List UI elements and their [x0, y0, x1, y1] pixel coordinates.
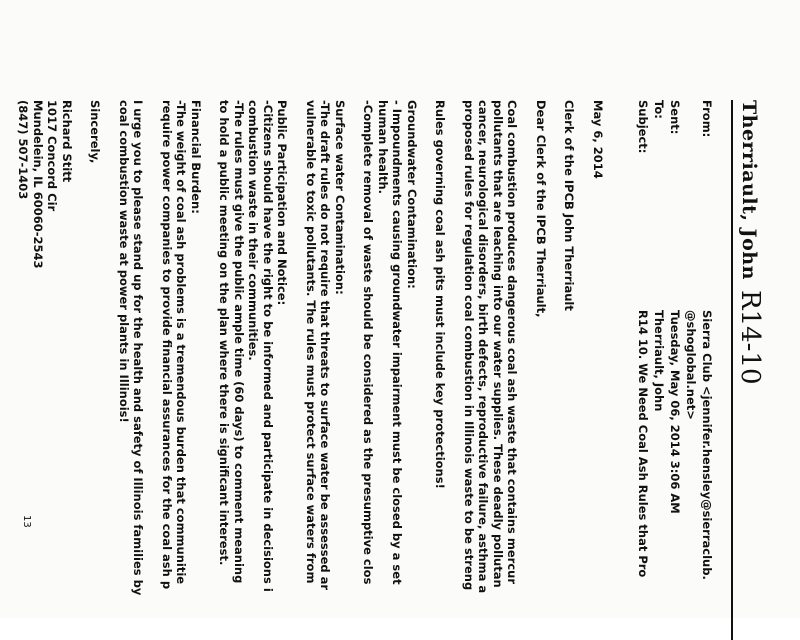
paragraph-urge — [117, 100, 146, 640]
signature-name: Richard Stitt — [60, 100, 74, 183]
text-line: -The rules must give the public ample time (60 days) to comment meaning — [232, 100, 246, 584]
text-line: to hold a public meeting on the plan where there is significant interest. — [217, 100, 232, 566]
closing: Sincerely, — [88, 100, 103, 164]
subject-value: R14 10. We Need Coal Ash Rules that Pro — [636, 310, 650, 578]
subject-row — [635, 100, 651, 640]
signature-city: Mundelein, IL 60060-2543 — [31, 100, 45, 269]
sender-name-heading: Therriault, John — [738, 100, 760, 280]
paragraph-coal-combustion — [462, 100, 520, 640]
from-row — [699, 100, 715, 640]
text-line: I urge you to please stand up for the health and safety of Illinois families by — [131, 100, 146, 596]
to-row — [651, 100, 667, 640]
from-label: From: — [700, 100, 714, 138]
section-groundwater — [361, 100, 419, 640]
section-heading: Surface water Contamination: — [333, 100, 347, 295]
from-row-cont — [683, 100, 699, 640]
section-heading: Groundwater Contamination: — [405, 100, 419, 289]
sent-row — [667, 100, 683, 640]
text-line: vulnerable to toxic pollutants. The rules must protect surface waters from — [304, 100, 318, 584]
email-meta — [635, 100, 715, 640]
recipient-line: Clerk of the IPCB John Therriault — [562, 100, 577, 311]
to-value: Therriault, John — [652, 310, 666, 412]
signature-address: 1017 Concord Cir — [45, 100, 60, 212]
heading-rule — [731, 100, 733, 640]
text-line: combustion waste in their communities. — [246, 100, 261, 361]
signature-block — [16, 100, 74, 640]
page-number: 13 — [21, 515, 32, 528]
from-value: Sierra Club <jennifer.hensley@sierraclub. — [700, 310, 714, 580]
text-line: coal combustion waste at power plants in Illinois! — [117, 100, 131, 423]
rules-line: Rules governing coal ash pits must include key protections! — [433, 100, 448, 489]
text-line: cancer, neurological disorders, birth defects, reproductive failure, asthma a — [476, 100, 491, 594]
sent-value: Tuesday, May 06, 2014 3:06 AM — [668, 310, 682, 514]
text-line: require power companies to provide financial assurances for the coal ash p — [160, 100, 174, 590]
section-heading: Financial Burden: — [189, 100, 203, 214]
section-public-participation — [217, 100, 290, 640]
section-surface-water — [304, 100, 348, 640]
letter-body — [2, 100, 605, 640]
sent-label: Sent: — [668, 100, 682, 135]
text-line: proposed rules for regulation coal combustion in Illinois waste to be streng — [462, 100, 476, 591]
text-line: -The weight of coal ash problems is a tremendous burden that communitie — [174, 100, 189, 585]
subject-label: Subject: — [636, 100, 650, 154]
text-line: human health. — [376, 100, 390, 195]
text-line: -Citizens should have the right to be informed and participate in decisions i — [261, 100, 275, 592]
signature-phone: (847) 507-1403 — [16, 100, 31, 200]
section-heading: Public Participation and Notice: — [275, 100, 290, 306]
text-line: pollutants that are leaching into our water supplies. These deadly pollutan — [491, 100, 505, 588]
letter-date: May 6, 2014 — [591, 100, 605, 179]
text-line: -The draft rules do not require that threats to surface water be assessed ar — [318, 100, 333, 591]
text-line: - Impoundments causing groundwater impairment must be closed by a set — [390, 100, 405, 585]
to-label: To: — [652, 100, 666, 119]
salutation: Dear Clerk of the IPCB Therriault, — [534, 100, 548, 318]
text-line: -Complete removal of waste should be considered as the presumptive clos — [361, 100, 376, 585]
from-value-cont: @shoglobal.net> — [684, 310, 698, 420]
text-line: Coal combustion produces dangerous coal ash waste that contains mercur — [505, 100, 520, 585]
section-financial-burden — [160, 100, 204, 640]
document-id: R14-10 — [735, 290, 765, 385]
